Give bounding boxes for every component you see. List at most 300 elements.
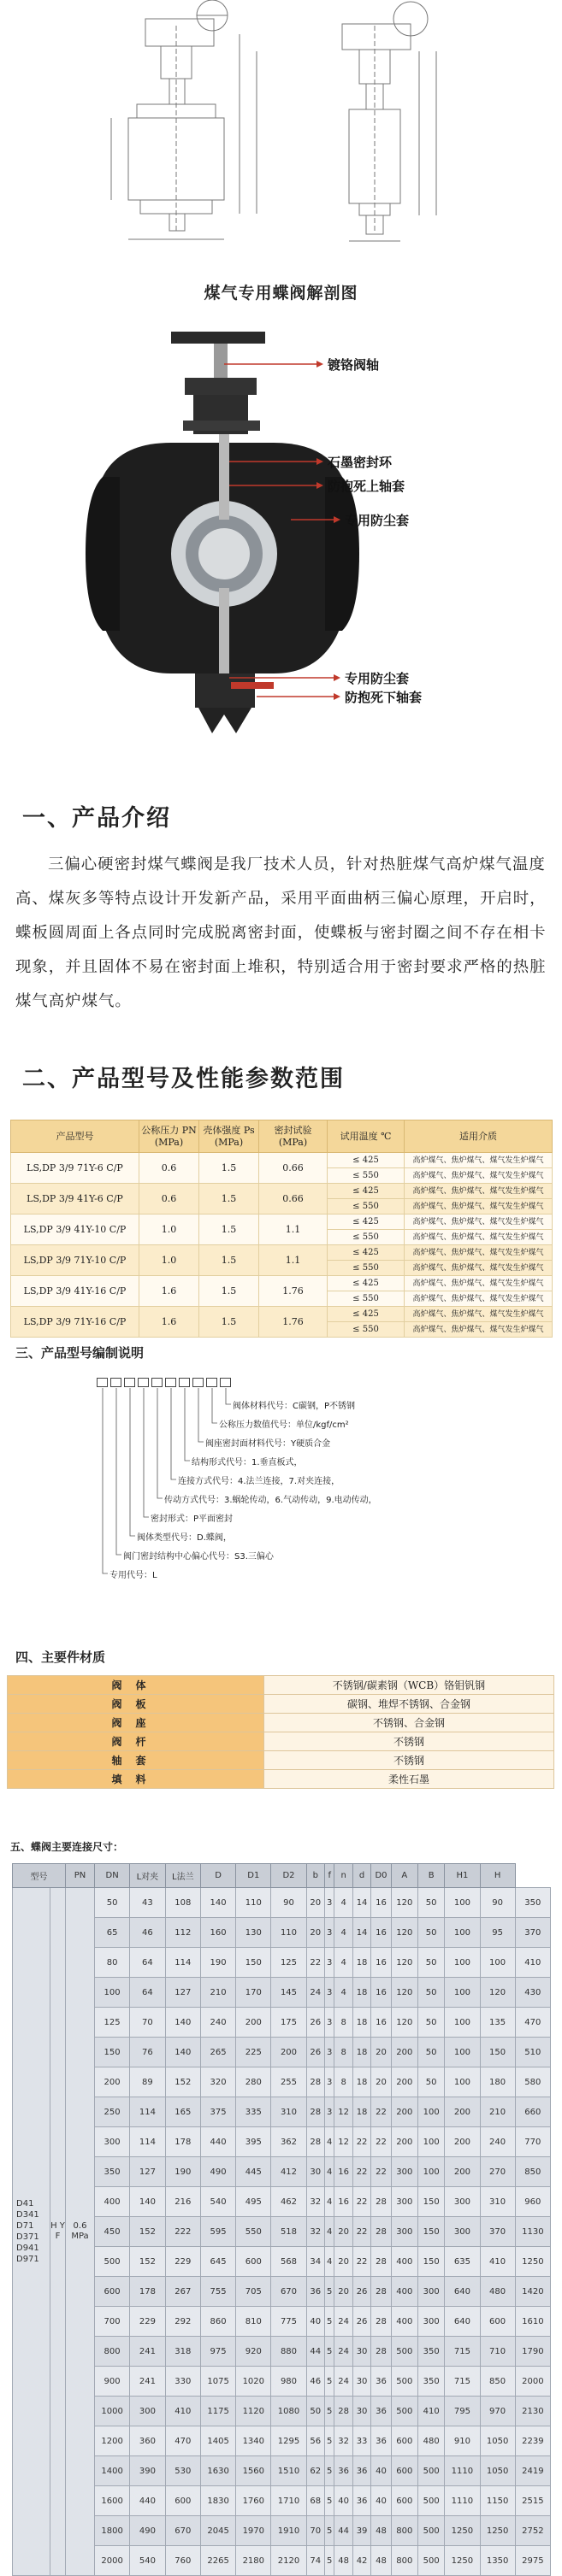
dim-cell: 178: [130, 2277, 165, 2307]
dim-cell: 16: [371, 1948, 391, 1978]
perf-row: [11, 1307, 553, 1322]
perf-pn: 1.6: [139, 1307, 199, 1338]
dim-cell: 16: [371, 1978, 391, 2008]
dim-cell: 28: [371, 2307, 391, 2337]
dim-cell: 127: [130, 2157, 165, 2187]
dim-cell: 200: [95, 2067, 130, 2097]
dim-cell: 40: [334, 2486, 352, 2516]
dim-cell: 5: [324, 2307, 334, 2337]
dim-cell: 1020: [236, 2367, 271, 2397]
perf-pn: 0.6: [139, 1153, 199, 1184]
dim-cell: 300: [391, 2157, 417, 2187]
dim-cell: 3: [324, 2067, 334, 2097]
dim-cell: 48: [371, 2516, 391, 2546]
dim-cell: 50: [418, 1888, 445, 1918]
perf-pn: 1.6: [139, 1276, 199, 1307]
dim-cell: 500: [418, 2456, 445, 2486]
mat-part: 阀座: [8, 1714, 264, 1732]
dim-cell: 120: [391, 1948, 417, 1978]
perf-temp: ≤ 425: [328, 1276, 405, 1291]
dim-cell: 16: [371, 2008, 391, 2038]
dim-cell: 50: [95, 1888, 130, 1918]
dim-cell: 62: [306, 2456, 324, 2486]
dim-cell: 140: [165, 2038, 200, 2067]
dim-cell: 120: [480, 1978, 515, 2008]
dim-cell: 120: [391, 1888, 417, 1918]
dim-cell: 210: [200, 1978, 235, 2008]
dim-cell: 755: [200, 2277, 235, 2307]
dim-cell: 20: [371, 2038, 391, 2067]
mat-material: 不锈钢/碳素钢（WCB）铬钼钒钢: [264, 1676, 554, 1695]
dim-cell: 100: [445, 2038, 480, 2067]
dim-cell: 410: [515, 1948, 550, 1978]
perf-model: LS,DP 3/9 41Y-16 C/P: [11, 1276, 139, 1307]
dim-cell: 225: [236, 2038, 271, 2067]
section3-title: 三、产品型号编制说明: [15, 1345, 145, 1361]
dim-cell: 2120: [271, 2546, 306, 2576]
dim-cell: 292: [165, 2307, 200, 2337]
dim-cell: 22: [306, 1948, 324, 1978]
dim-cell: 28: [306, 2097, 324, 2127]
dim-cell: 70: [130, 2008, 165, 2038]
perf-pn: 1.0: [139, 1214, 199, 1245]
dim-cell: 310: [271, 2097, 306, 2127]
dim-cell: 90: [480, 1888, 515, 1918]
dim-cell: 595: [200, 2217, 235, 2247]
dim-cell: 1050: [480, 2426, 515, 2456]
dim-cell: 300: [445, 2187, 480, 2217]
dim-header: B: [418, 1864, 445, 1888]
dim-cell: 1910: [271, 2516, 306, 2546]
perf-temp: ≤ 550: [328, 1291, 405, 1307]
dim-cell: 4: [334, 1978, 352, 2008]
dim-cell: 150: [418, 2247, 445, 2277]
dim-cell: 216: [165, 2187, 200, 2217]
dim-cell: 18: [352, 2008, 370, 2038]
dim-cell: 470: [165, 2426, 200, 2456]
perf-header-seal: 密封试验 (MPa): [259, 1120, 328, 1153]
dim-cell: 310: [480, 2187, 515, 2217]
dim-cell: 140: [200, 1888, 235, 1918]
dim-cell: 145: [271, 1978, 306, 2008]
dim-cell: 22: [352, 2247, 370, 2277]
dim-cell: 540: [130, 2546, 165, 2576]
dim-cell: 3: [324, 1888, 334, 1918]
dim-cell: 267: [165, 2277, 200, 2307]
section4-title: 四、主要件材质: [15, 1650, 106, 1665]
dim-cell: 22: [371, 2157, 391, 2187]
dim-cell: 65: [95, 1918, 130, 1948]
dim-cell: 412: [271, 2157, 306, 2187]
dim-cell: 100: [445, 1888, 480, 1918]
performance-table: [10, 1120, 553, 1338]
mat-row: [8, 1676, 554, 1695]
dim-cell: 20: [334, 2217, 352, 2247]
code-leader: [144, 1388, 149, 1517]
dim-cell: 39: [352, 2516, 370, 2546]
mat-part: 填料: [8, 1770, 264, 1789]
perf-row: [11, 1276, 553, 1291]
dim-cell: 222: [165, 2217, 200, 2247]
dim-cell: 1175: [200, 2397, 235, 2426]
dim-cell: 2239: [515, 2426, 550, 2456]
dim-cell: 5: [324, 2486, 334, 2516]
perf-model: LS,DP 3/9 71Y-6 C/P: [11, 1153, 139, 1184]
dim-cell: 2419: [515, 2456, 550, 2486]
dim-cell: 120: [391, 1918, 417, 1948]
perf-ps: 1.5: [199, 1184, 259, 1214]
perf-ps: 1.5: [199, 1214, 259, 1245]
dim-cell: 370: [480, 2217, 515, 2247]
dim-cell: 28: [371, 2247, 391, 2277]
dim-cell: 800: [95, 2337, 130, 2367]
dim-cell: 500: [391, 2367, 417, 2397]
dim-cell: 100: [418, 2157, 445, 2187]
dim-header: D2: [271, 1864, 306, 1888]
dim-cell: 2975: [515, 2546, 550, 2576]
dim-cell: 135: [480, 2008, 515, 2038]
dim-cell: 28: [371, 2277, 391, 2307]
dim-cell: 18: [352, 2067, 370, 2097]
dim-cell: 568: [271, 2247, 306, 2277]
dim-cell: 150: [95, 2038, 130, 2067]
dim-cell: 50: [418, 2067, 445, 2097]
mat-body: [8, 1676, 554, 1789]
dim-cell: 40: [306, 2307, 324, 2337]
dim-cell: 200: [445, 2097, 480, 2127]
perf-pn: 1.0: [139, 1245, 199, 1276]
dim-cell: 4: [334, 1888, 352, 1918]
dim-cell: 76: [130, 2038, 165, 2067]
dim-cell: 2000: [515, 2367, 550, 2397]
dim-cell: 250: [95, 2097, 130, 2127]
dim-cell: 36: [306, 2277, 324, 2307]
dim-cell: 400: [391, 2307, 417, 2337]
code-line: 密封形式：P平面密封: [151, 1514, 234, 1524]
dim-cell: 715: [445, 2337, 480, 2367]
dim-cell: 300: [418, 2277, 445, 2307]
dim-cell: 36: [352, 2456, 370, 2486]
perf-temp: ≤ 425: [328, 1184, 405, 1199]
mat-part: 阀体: [8, 1676, 264, 1695]
dim-cell: 152: [130, 2247, 165, 2277]
dim-cell: 400: [391, 2277, 417, 2307]
dim-header: D: [200, 1864, 235, 1888]
dim-model: D41 D341 D71 D371 D941 D971: [13, 1888, 50, 2576]
dim-cell: 1075: [200, 2367, 235, 2397]
dim-cell: 46: [130, 1918, 165, 1948]
perf-ps: 1.5: [199, 1276, 259, 1307]
dim-cell: 2180: [236, 2546, 271, 2576]
dimension-table: [12, 1863, 551, 2576]
dim-cell: 5: [324, 2367, 334, 2397]
dim-header: D1: [236, 1864, 271, 1888]
dim-cell: 450: [95, 2217, 130, 2247]
dim-cell: 1250: [515, 2247, 550, 2277]
mat-material: 柔性石墨: [264, 1770, 554, 1789]
dim-cell: 2000: [95, 2546, 130, 2576]
dim-cell: 880: [271, 2337, 306, 2367]
dim-cell: 50: [418, 2038, 445, 2067]
dim-cell: 190: [165, 2157, 200, 2187]
dim-cell: 500: [418, 2516, 445, 2546]
dim-cell: 350: [95, 2157, 130, 2187]
dim-cell: 22: [352, 2157, 370, 2187]
dim-cell: 43: [130, 1888, 165, 1918]
dim-cell: 22: [352, 2127, 370, 2157]
perf-media: 高炉煤气、焦炉煤气、煤气发生炉煤气: [405, 1153, 553, 1168]
perf-temp: ≤ 550: [328, 1230, 405, 1245]
dim-cell: 975: [200, 2337, 235, 2367]
dim-cell: 1400: [95, 2456, 130, 2486]
dim-cell: 1600: [95, 2486, 130, 2516]
dim-cell: 700: [95, 2307, 130, 2337]
dim-cell: 30: [306, 2157, 324, 2187]
dim-cell: 1295: [271, 2426, 306, 2456]
dim-cell: 970: [480, 2397, 515, 2426]
perf-temp: ≤ 425: [328, 1245, 405, 1261]
dim-cell: 350: [418, 2367, 445, 2397]
code-line: 专用代号：L: [109, 1571, 157, 1580]
dim-cell: 36: [371, 2426, 391, 2456]
dim-cell: 280: [236, 2067, 271, 2097]
perf-media: 高炉煤气、焦炉煤气、煤气发生炉煤气: [405, 1184, 553, 1199]
dim-cell: 30: [352, 2367, 370, 2397]
perf-ps: 1.5: [199, 1307, 259, 1338]
dim-cell: 1710: [271, 2486, 306, 2516]
dim-cell: 320: [200, 2067, 235, 2097]
dim-cell: 1110: [445, 2486, 480, 2516]
dim-cell: 16: [371, 1918, 391, 1948]
dim-cell: 36: [371, 2397, 391, 2426]
dim-cell: 2265: [200, 2546, 235, 2576]
dim-cell: 180: [480, 2067, 515, 2097]
code-leader: [157, 1388, 163, 1498]
dim-cell: 28: [306, 2127, 324, 2157]
dim-cell: 241: [130, 2337, 165, 2367]
dim-cell: 850: [480, 2367, 515, 2397]
dim-cell: 22: [352, 2187, 370, 2217]
dim-cell: 108: [165, 1888, 200, 1918]
dim-cell: 270: [480, 2157, 515, 2187]
dim-header: 型号: [13, 1864, 66, 1888]
dim-cell: 430: [515, 1978, 550, 2008]
mat-row: [8, 1751, 554, 1770]
perf-temp: ≤ 425: [328, 1153, 405, 1168]
dim-cell: 120: [391, 2008, 417, 2038]
perf-row: [11, 1245, 553, 1261]
dim-cell: 5: [324, 2456, 334, 2486]
perf-temp: ≤ 550: [328, 1168, 405, 1184]
perf-model: LS,DP 3/9 41Y-10 C/P: [11, 1214, 139, 1245]
dim-cell: 600: [391, 2426, 417, 2456]
dim-cell: 4: [324, 2127, 334, 2157]
perf-seal: 1.76: [259, 1307, 328, 1338]
dim-cell: 22: [352, 2217, 370, 2247]
dim-cell: 5: [324, 2277, 334, 2307]
dim-cell: 30: [352, 2397, 370, 2426]
perf-media: 高炉煤气、焦炉煤气、煤气发生炉煤气: [405, 1261, 553, 1276]
dim-cell: 40: [371, 2456, 391, 2486]
dim-cell: 4: [334, 1918, 352, 1948]
dim-cell: 32: [334, 2426, 352, 2456]
dim-cell: 3: [324, 1978, 334, 2008]
dim-body: [13, 1888, 551, 2576]
dim-cell: 3: [324, 2008, 334, 2038]
dim-cell: 70: [306, 2516, 324, 2546]
dim-cell: 3: [324, 1918, 334, 1948]
dim-cell: 100: [445, 2008, 480, 2038]
valve-cutaway-svg: [0, 315, 562, 759]
dim-cell: 1250: [445, 2546, 480, 2576]
code-line: 结构形式代号：1.垂直板式，: [192, 1458, 303, 1467]
dim-cell: 14: [352, 1888, 370, 1918]
dim-cell: 600: [391, 2486, 417, 2516]
dim-cell: 495: [236, 2187, 271, 2217]
perf-media: 高炉煤气、焦炉煤气、煤气发生炉煤气: [405, 1276, 553, 1291]
dim-cell: 90: [271, 1888, 306, 1918]
dim-cell: 795: [445, 2397, 480, 2426]
dim-cell: 50: [418, 2008, 445, 2038]
dim-cell: 240: [200, 2008, 235, 2038]
dim-cell: 36: [352, 2486, 370, 2516]
dim-cell: 362: [271, 2127, 306, 2157]
dim-cell: 2045: [200, 2516, 235, 2546]
dim-header: d: [352, 1864, 370, 1888]
dim-cell: 4: [324, 2187, 334, 2217]
code-leader: [116, 1388, 121, 1555]
perf-header-ps: 壳体强度 Ps (MPa): [199, 1120, 259, 1153]
technical-drawings: [0, 0, 562, 265]
dim-cell: 8: [334, 2008, 352, 2038]
perf-ps: 1.5: [199, 1153, 259, 1184]
dim-cell: 2130: [515, 2397, 550, 2426]
dim-cell: 152: [165, 2067, 200, 2097]
dim-cell: 1150: [480, 2486, 515, 2516]
dim-cell: 200: [391, 2067, 417, 2097]
dim-cell: 500: [418, 2486, 445, 2516]
dim-cell: 645: [200, 2247, 235, 2277]
dim-cell: 12: [334, 2127, 352, 2157]
mat-material: 不锈钢、合金钢: [264, 1714, 554, 1732]
dim-cell: 775: [271, 2307, 306, 2337]
dim-cell: 120: [391, 1978, 417, 2008]
code-leader: [198, 1388, 204, 1442]
perf-header-temp: 试用温度 ℃: [328, 1120, 405, 1153]
dim-cell: 50: [418, 1918, 445, 1948]
dim-cell: 24: [306, 1978, 324, 2008]
dim-header: f: [324, 1864, 334, 1888]
label-dust-cover-lower: 专用防尘套: [345, 671, 410, 686]
dim-cell: 24: [334, 2337, 352, 2367]
dim-cell: 110: [271, 1918, 306, 1948]
dim-cell: 200: [271, 2038, 306, 2067]
mat-material: 不锈钢: [264, 1751, 554, 1770]
dim-header-row: [13, 1864, 551, 1888]
dim-cell: 18: [352, 2038, 370, 2067]
dim-cell: 26: [306, 2038, 324, 2067]
perf-media: 高炉煤气、焦炉煤气、煤气发生炉煤气: [405, 1230, 553, 1245]
dim-cell: 150: [418, 2187, 445, 2217]
dim-cell: 20: [371, 2067, 391, 2097]
dim-cell: 36: [371, 2367, 391, 2397]
dim-cell: 110: [236, 1888, 271, 1918]
dim-cell: 5: [324, 2516, 334, 2546]
dim-cell: 760: [165, 2546, 200, 2576]
dim-cell: 5: [324, 2337, 334, 2367]
dim-cell: 980: [271, 2367, 306, 2397]
dim-cell: 1340: [236, 2426, 271, 2456]
dim-cell: 28: [334, 2397, 352, 2426]
dim-cell: 56: [306, 2426, 324, 2456]
dim-cell: 20: [306, 1918, 324, 1948]
dim-cell: 26: [306, 2008, 324, 2038]
dim-cell: 335: [236, 2097, 271, 2127]
dim-cell: 200: [391, 2038, 417, 2067]
perf-header-pn: 公称压力 PN (MPa): [139, 1120, 199, 1153]
dim-cell: 33: [352, 2426, 370, 2456]
dim-cell: 370: [515, 1918, 550, 1948]
dim-cell: 900: [95, 2367, 130, 2397]
dim-cell: 500: [391, 2337, 417, 2367]
dim-cell: 210: [480, 2097, 515, 2127]
label-lower-bushing: 防抱死下轴套: [345, 690, 423, 705]
dim-cell: 255: [271, 2067, 306, 2097]
mat-part: 轴套: [8, 1751, 264, 1770]
dim-cell: 920: [236, 2337, 271, 2367]
perf-model: LS,DP 3/9 41Y-6 C/P: [11, 1184, 139, 1214]
dim-cell: 4: [324, 2157, 334, 2187]
dim-cell: 16: [371, 1888, 391, 1918]
dim-cell: 26: [352, 2277, 370, 2307]
perf-seal: 0.66: [259, 1184, 328, 1214]
dim-cell: 20: [306, 1888, 324, 1918]
dim-cell: 1800: [95, 2516, 130, 2546]
dim-header: H1: [445, 1864, 480, 1888]
dim-row: [13, 1888, 551, 1918]
dim-cell: 400: [391, 2247, 417, 2277]
dim-cell: 125: [95, 2008, 130, 2038]
dim-cell: 600: [236, 2247, 271, 2277]
mat-material: 碳钢、堆焊不锈钢、合金钢: [264, 1695, 554, 1714]
dim-cell: 4: [324, 2247, 334, 2277]
dim-cell: 5: [324, 2397, 334, 2426]
dim-cell: 360: [130, 2426, 165, 2456]
dim-cell: 518: [271, 2217, 306, 2247]
perf-temp: ≤ 425: [328, 1214, 405, 1230]
perf-temp: ≤ 550: [328, 1199, 405, 1214]
dim-cell: 18: [352, 1948, 370, 1978]
perf-temp: ≤ 550: [328, 1261, 405, 1276]
dim-cell: 580: [515, 2067, 550, 2097]
dim-cell: 100: [445, 1948, 480, 1978]
dim-cell: 530: [165, 2456, 200, 2486]
dim-cell: 50: [418, 1948, 445, 1978]
dim-header: PN: [66, 1864, 95, 1888]
dim-cell: 300: [418, 2307, 445, 2337]
dim-cell: 400: [95, 2187, 130, 2217]
dim-cell: 127: [165, 1978, 200, 2008]
dim-cell: 1000: [95, 2397, 130, 2426]
label-upper-bushing: 防抱死上轴套: [328, 479, 405, 494]
dim-cell: 26: [352, 2307, 370, 2337]
perf-media: 高炉煤气、焦炉煤气、煤气发生炉煤气: [405, 1307, 553, 1322]
perf-media: 高炉煤气、焦炉煤气、煤气发生炉煤气: [405, 1322, 553, 1338]
dim-cell: 1970: [236, 2516, 271, 2546]
code-line: 阀门密封结构中心偏心代号：S3.三偏心: [123, 1552, 274, 1561]
dim-cell: 462: [271, 2187, 306, 2217]
dim-cell: 1830: [200, 2486, 235, 2516]
